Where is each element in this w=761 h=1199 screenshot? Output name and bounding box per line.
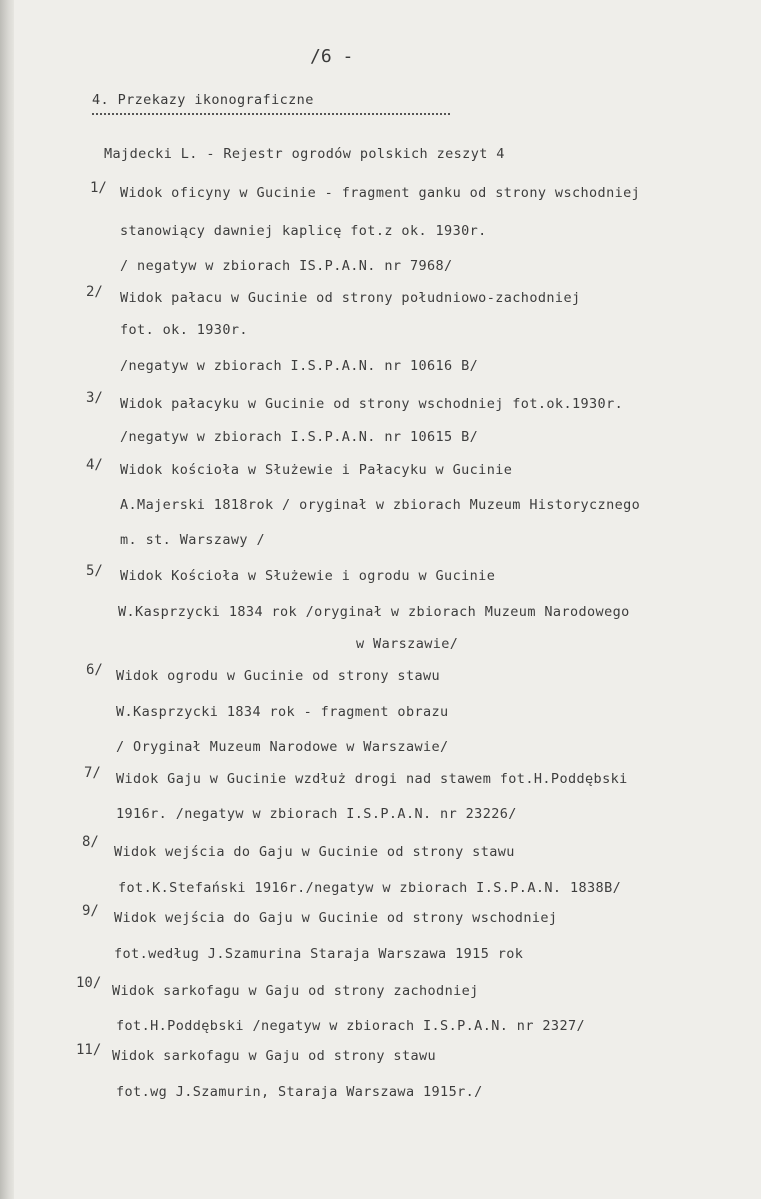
entry-line: / negatyw w zbiorach IS.P.A.N. nr 7968/	[120, 258, 453, 274]
entry-line: w Warszawie/	[356, 636, 459, 652]
entry-line: W.Kasprzycki 1834 rok - fragment obrazu	[116, 704, 449, 720]
entry-number: 4/	[86, 457, 103, 473]
heading-underline	[92, 113, 450, 115]
entry-line: fot.H.Poddębski /negatyw w zbiorach I.S.P.A.N. nr 2327/	[116, 1018, 586, 1034]
entry-number: 1/	[90, 180, 107, 196]
entry-line: Widok sarkofagu w Gaju od strony zachodniej	[112, 983, 479, 999]
entry-line: Widok wejścia do Gaju w Gucinie od strony wschodniej	[114, 910, 558, 926]
entry-line: Widok sarkofagu w Gaju od strony stawu	[112, 1048, 437, 1064]
entry-line: Widok kościoła w Służewie i Pałacyku w Gucinie	[120, 462, 513, 478]
entry-number: 2/	[86, 284, 103, 300]
entry-line: Widok Gaju w Gucinie wzdłuż drogi nad stawem fot.H.Poddębski	[116, 771, 628, 787]
entry-line: /negatyw w zbiorach I.S.P.A.N. nr 10616 B/	[120, 358, 479, 374]
page-number: /6 -	[310, 46, 354, 67]
page-binding-edge	[0, 0, 15, 1199]
entry-line: W.Kasprzycki 1834 rok /oryginał w zbiorach Muzeum Narodowego	[118, 604, 630, 620]
section-heading: 4. Przekazy ikonograficzne	[92, 92, 314, 108]
entry-line: A.Majerski 1818rok / oryginał w zbiorach Muzeum Historycznego	[120, 497, 641, 513]
entry-line: Widok oficyny w Gucinie - fragment ganku od strony wschodniej	[120, 185, 641, 201]
entry-line: stanowiący dawniej kaplicę fot.z ok. 1930r.	[120, 223, 487, 239]
entry-line: / Oryginał Muzeum Narodowe w Warszawie/	[116, 739, 449, 755]
source-line: Majdecki L. - Rejestr ogrodów polskich zeszyt 4	[104, 146, 505, 162]
entry-line: fot.wg J.Szamurin, Staraja Warszawa 1915r./	[116, 1084, 483, 1100]
entry-number: 3/	[86, 390, 103, 406]
entry-number: 10/	[76, 975, 102, 991]
entry-line: Widok wejścia do Gaju w Gucinie od strony stawu	[114, 844, 515, 860]
entry-line: Widok Kościoła w Służewie i ogrodu w Gucinie	[120, 568, 496, 584]
entry-line: /negatyw w zbiorach I.S.P.A.N. nr 10615 B/	[120, 429, 479, 445]
entry-line: Widok ogrodu w Gucinie od strony stawu	[116, 668, 441, 684]
entry-number: 7/	[84, 765, 101, 781]
entry-line: m. st. Warszawy /	[120, 532, 265, 548]
entry-line: fot.K.Stefański 1916r./negatyw w zbiorach I.S.P.A.N. 1838B/	[118, 880, 622, 896]
entry-line: fot.według J.Szamurina Staraja Warszawa 1915 rok	[114, 946, 524, 962]
entry-number: 5/	[86, 563, 103, 579]
entry-number: 9/	[82, 903, 99, 919]
entry-number: 8/	[82, 834, 99, 850]
entry-line: 1916r. /negatyw w zbiorach I.S.P.A.N. nr 23226/	[116, 806, 517, 822]
entry-number: 6/	[86, 662, 103, 678]
entry-line: fot. ok. 1930r.	[120, 322, 248, 338]
entry-number: 11/	[76, 1042, 102, 1058]
entry-line: Widok pałacu w Gucinie od strony południowo-zachodniej	[120, 290, 581, 306]
entry-line: Widok pałacyku w Gucinie od strony wschodniej fot.ok.1930r.	[120, 396, 624, 412]
